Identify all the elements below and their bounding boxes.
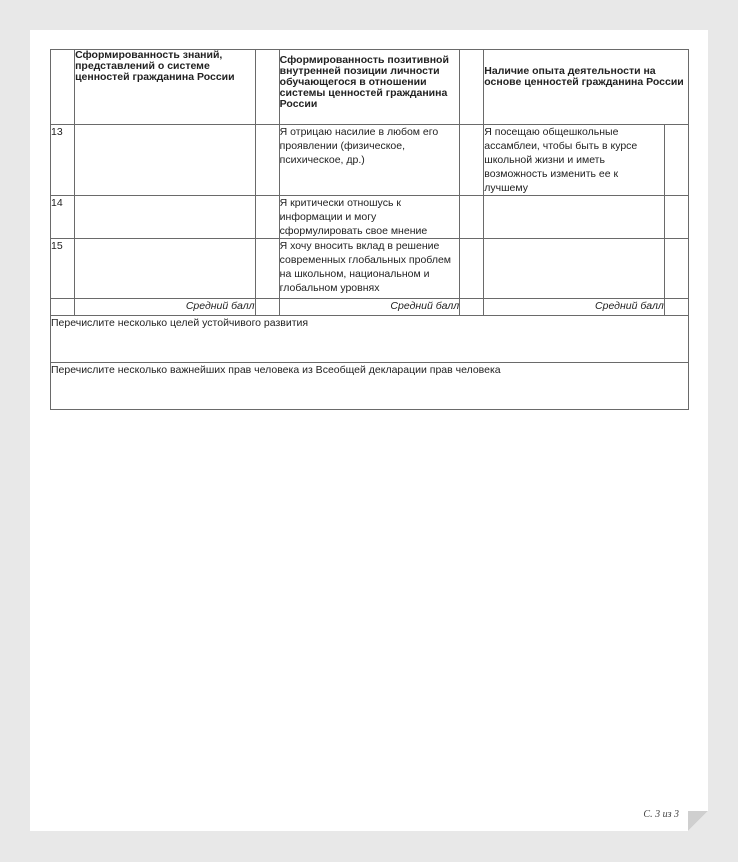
experience-cell: Я посещаю общешкольные ассамблеи, чтобы быть в курсе школьной жизни и иметь возможность изменить ее к лучшему (484, 125, 665, 196)
header-position: Сформированность позитивной внутренней позиции личности обучающегося в отношении системы ценностей гражданина России (279, 50, 460, 125)
question-row (51, 316, 689, 363)
score-cell[interactable] (664, 125, 688, 196)
document-page (30, 30, 708, 831)
score-cell[interactable] (460, 239, 484, 299)
average-label: Средний балл (484, 299, 665, 316)
score-cell[interactable] (255, 239, 279, 299)
experience-cell (484, 196, 665, 239)
survey-table (50, 49, 689, 410)
header-knowledge: Сформированность знаний, представлений о системе ценностей гражданина России (75, 50, 256, 125)
average-label: Средний балл (279, 299, 460, 316)
score-cell[interactable] (460, 125, 484, 196)
row-number: 15 (51, 239, 75, 299)
average-score-cell[interactable] (664, 299, 688, 316)
score-cell[interactable] (255, 196, 279, 239)
average-score-cell[interactable] (460, 299, 484, 316)
table-row (51, 196, 689, 239)
header-score-cell (460, 50, 484, 125)
row-number: 14 (51, 196, 75, 239)
question-row (51, 363, 689, 410)
header-score-cell (255, 50, 279, 125)
row-number: 13 (51, 125, 75, 196)
experience-cell (484, 239, 665, 299)
average-row (51, 299, 689, 316)
question-goals[interactable]: Перечислите несколько целей устойчивого развития (51, 316, 689, 363)
knowledge-cell (75, 125, 256, 196)
table-header-row (51, 50, 689, 125)
position-cell: Я хочу вносить вклад в решение современных глобальных проблем на школьном, национальном и глобальном уровнях (279, 239, 460, 299)
table-row (51, 239, 689, 299)
page-number: С. 3 из 3 (643, 809, 679, 820)
average-label: Средний балл (75, 299, 256, 316)
score-cell[interactable] (664, 196, 688, 239)
header-num-cell (51, 50, 75, 125)
average-num-cell (51, 299, 75, 316)
score-cell[interactable] (664, 239, 688, 299)
question-rights[interactable]: Перечислите несколько важнейших прав человека из Всеобщей декларации прав человека (51, 363, 689, 410)
average-score-cell[interactable] (255, 299, 279, 316)
score-cell[interactable] (460, 196, 484, 239)
score-cell[interactable] (255, 125, 279, 196)
position-cell: Я критически отношусь к информации и могу сформулировать свое мнение (279, 196, 460, 239)
page-fold-corner (688, 811, 708, 831)
table-row (51, 125, 689, 196)
header-experience: Наличие опыта деятельности на основе ценностей гражданина России (484, 50, 689, 125)
position-cell: Я отрицаю насилие в любом его проявлении (физическое, психическое, др.) (279, 125, 460, 196)
knowledge-cell (75, 196, 256, 239)
knowledge-cell (75, 239, 256, 299)
